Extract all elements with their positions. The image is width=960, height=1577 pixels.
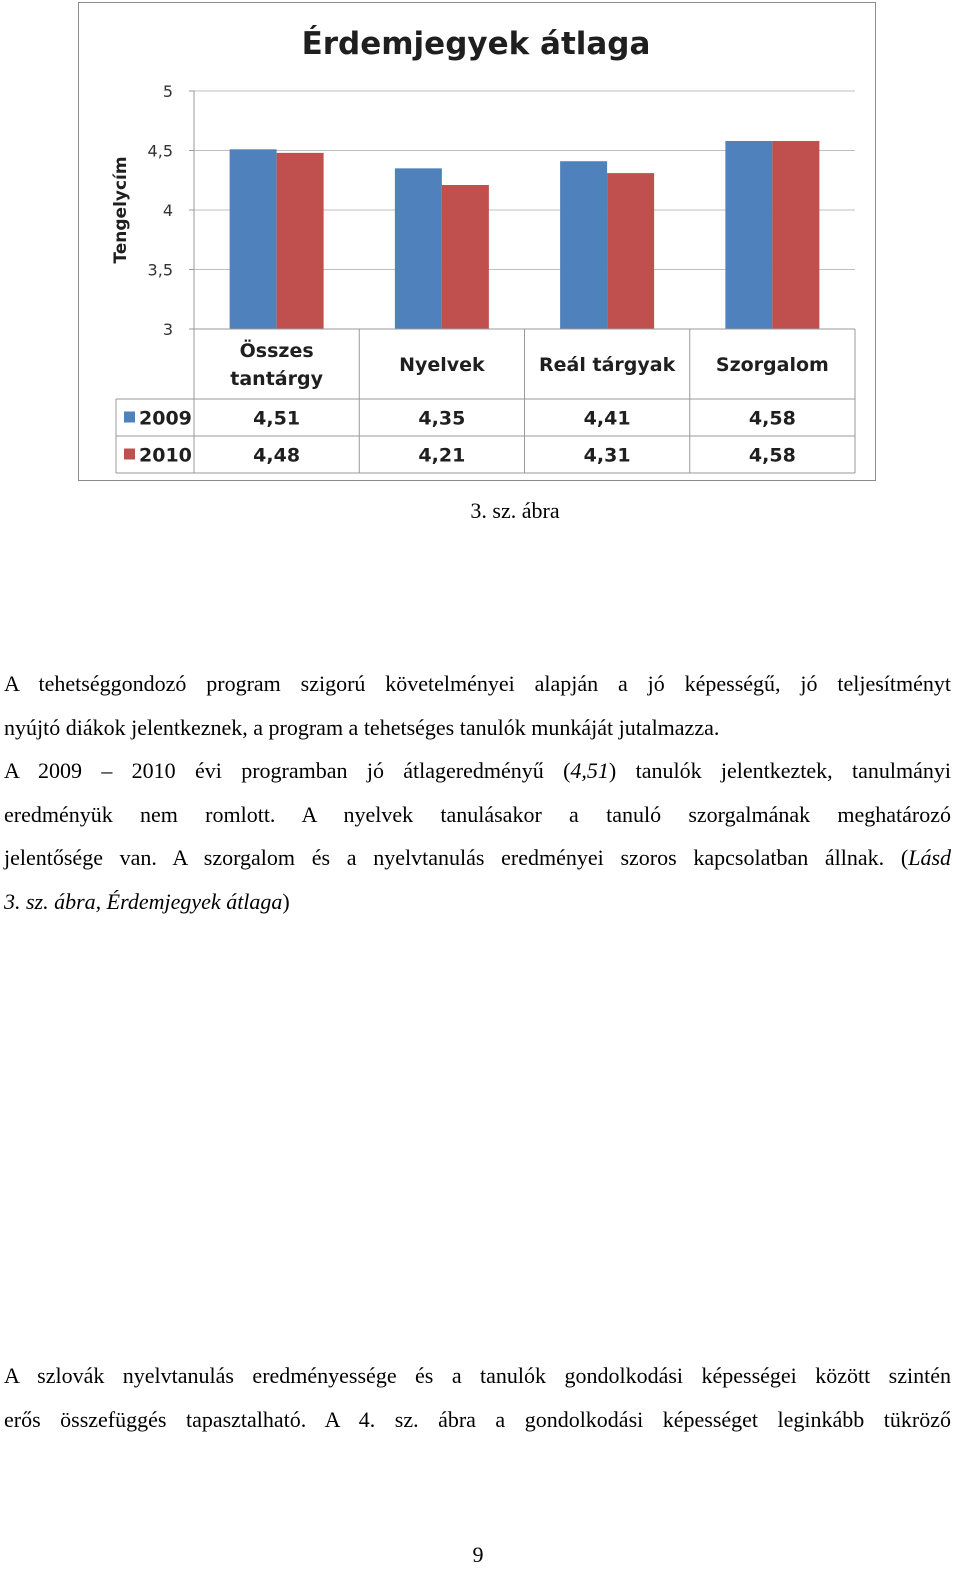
data-label: 4,21 <box>418 444 466 467</box>
y-tick-label: 3 <box>162 320 173 339</box>
text-run: ) tanulók jelentkeztek, tanulmányi <box>608 758 951 783</box>
data-label: 4,51 <box>253 407 301 430</box>
data-label: 4,58 <box>748 407 796 430</box>
data-label: 4,48 <box>253 444 301 467</box>
bar-2009 <box>560 161 607 329</box>
legend-key-2010 <box>124 449 135 460</box>
paragraph-1 <box>4 662 951 749</box>
chart-frame <box>78 2 876 481</box>
paragraph-3 <box>4 1354 951 1441</box>
figure-caption: 3. sz. ábra <box>470 498 560 523</box>
chart-svg <box>79 3 877 482</box>
data-label: 4,35 <box>418 407 466 430</box>
y-tick-label: 5 <box>162 82 173 101</box>
italic-run: Lásd <box>908 845 951 870</box>
paragraph-line <box>4 836 951 880</box>
text-run: A 2009 – 2010 évi programban jó átlageredményű ( <box>4 758 571 783</box>
series-name: 2009 <box>139 407 192 430</box>
y-axis-label: Tengelycím <box>111 156 131 264</box>
italic-run: 3. sz. ábra, Érdemjegyek átlaga <box>4 888 283 914</box>
bar-2010 <box>607 173 654 329</box>
category-label: Reál tárgyak <box>539 354 676 376</box>
paragraph-line <box>4 749 951 793</box>
data-label: 4,31 <box>583 444 631 467</box>
bar-2010 <box>277 153 324 329</box>
page-number: 9 <box>472 1542 484 1567</box>
italic-run: 4,51 <box>570 758 609 783</box>
data-label: 4,41 <box>583 407 631 430</box>
paragraph-line: A tehetséggondozó program szigorú követelményei alapján a jó képességű, jó teljesítményt <box>4 671 951 696</box>
paragraph-line: erős összefüggés tapasztalható. A 4. sz. ábra a gondolkodási képességet leginkább tükröző <box>4 1406 951 1432</box>
paragraph-line: A szlovák nyelvtanulás eredményessége és a tanulók gondolkodási képességei között szintén <box>4 1363 951 1388</box>
category-label: Szorgalom <box>715 354 829 376</box>
paragraph-line: eredményük nem romlott. A nyelvek tanulásakor a tanuló szorgalmának meghatározó <box>4 801 951 827</box>
paragraph-line <box>4 880 951 924</box>
text-run: jelentősége van. A szorgalom és a nyelvtanulás eredményei szoros kapcsolatban állnak. ( <box>4 845 909 870</box>
category-label: Nyelvek <box>399 354 485 376</box>
bar-2010 <box>442 185 489 329</box>
category-label: Összes <box>239 340 314 362</box>
legend-key-2009 <box>124 412 135 423</box>
y-tick-label: 4,5 <box>147 141 173 161</box>
paragraph-2 <box>4 749 951 923</box>
bar-2009 <box>725 141 772 329</box>
bar-2009 <box>230 149 277 329</box>
bar-2010 <box>772 141 819 329</box>
chart-title: Érdemjegyek átlaga <box>301 26 651 62</box>
y-tick-label: 3,5 <box>147 260 173 280</box>
text-run: ) <box>282 888 290 914</box>
category-label: tantárgy <box>230 368 323 390</box>
y-tick-label: 4 <box>162 201 173 220</box>
series-name: 2010 <box>139 444 192 467</box>
paragraph-line: nyújtó diákok jelentkeznek, a program a tehetséges tanulók munkáját jutalmazza. <box>4 714 720 740</box>
data-label: 4,58 <box>748 444 796 467</box>
bar-2009 <box>395 168 442 329</box>
